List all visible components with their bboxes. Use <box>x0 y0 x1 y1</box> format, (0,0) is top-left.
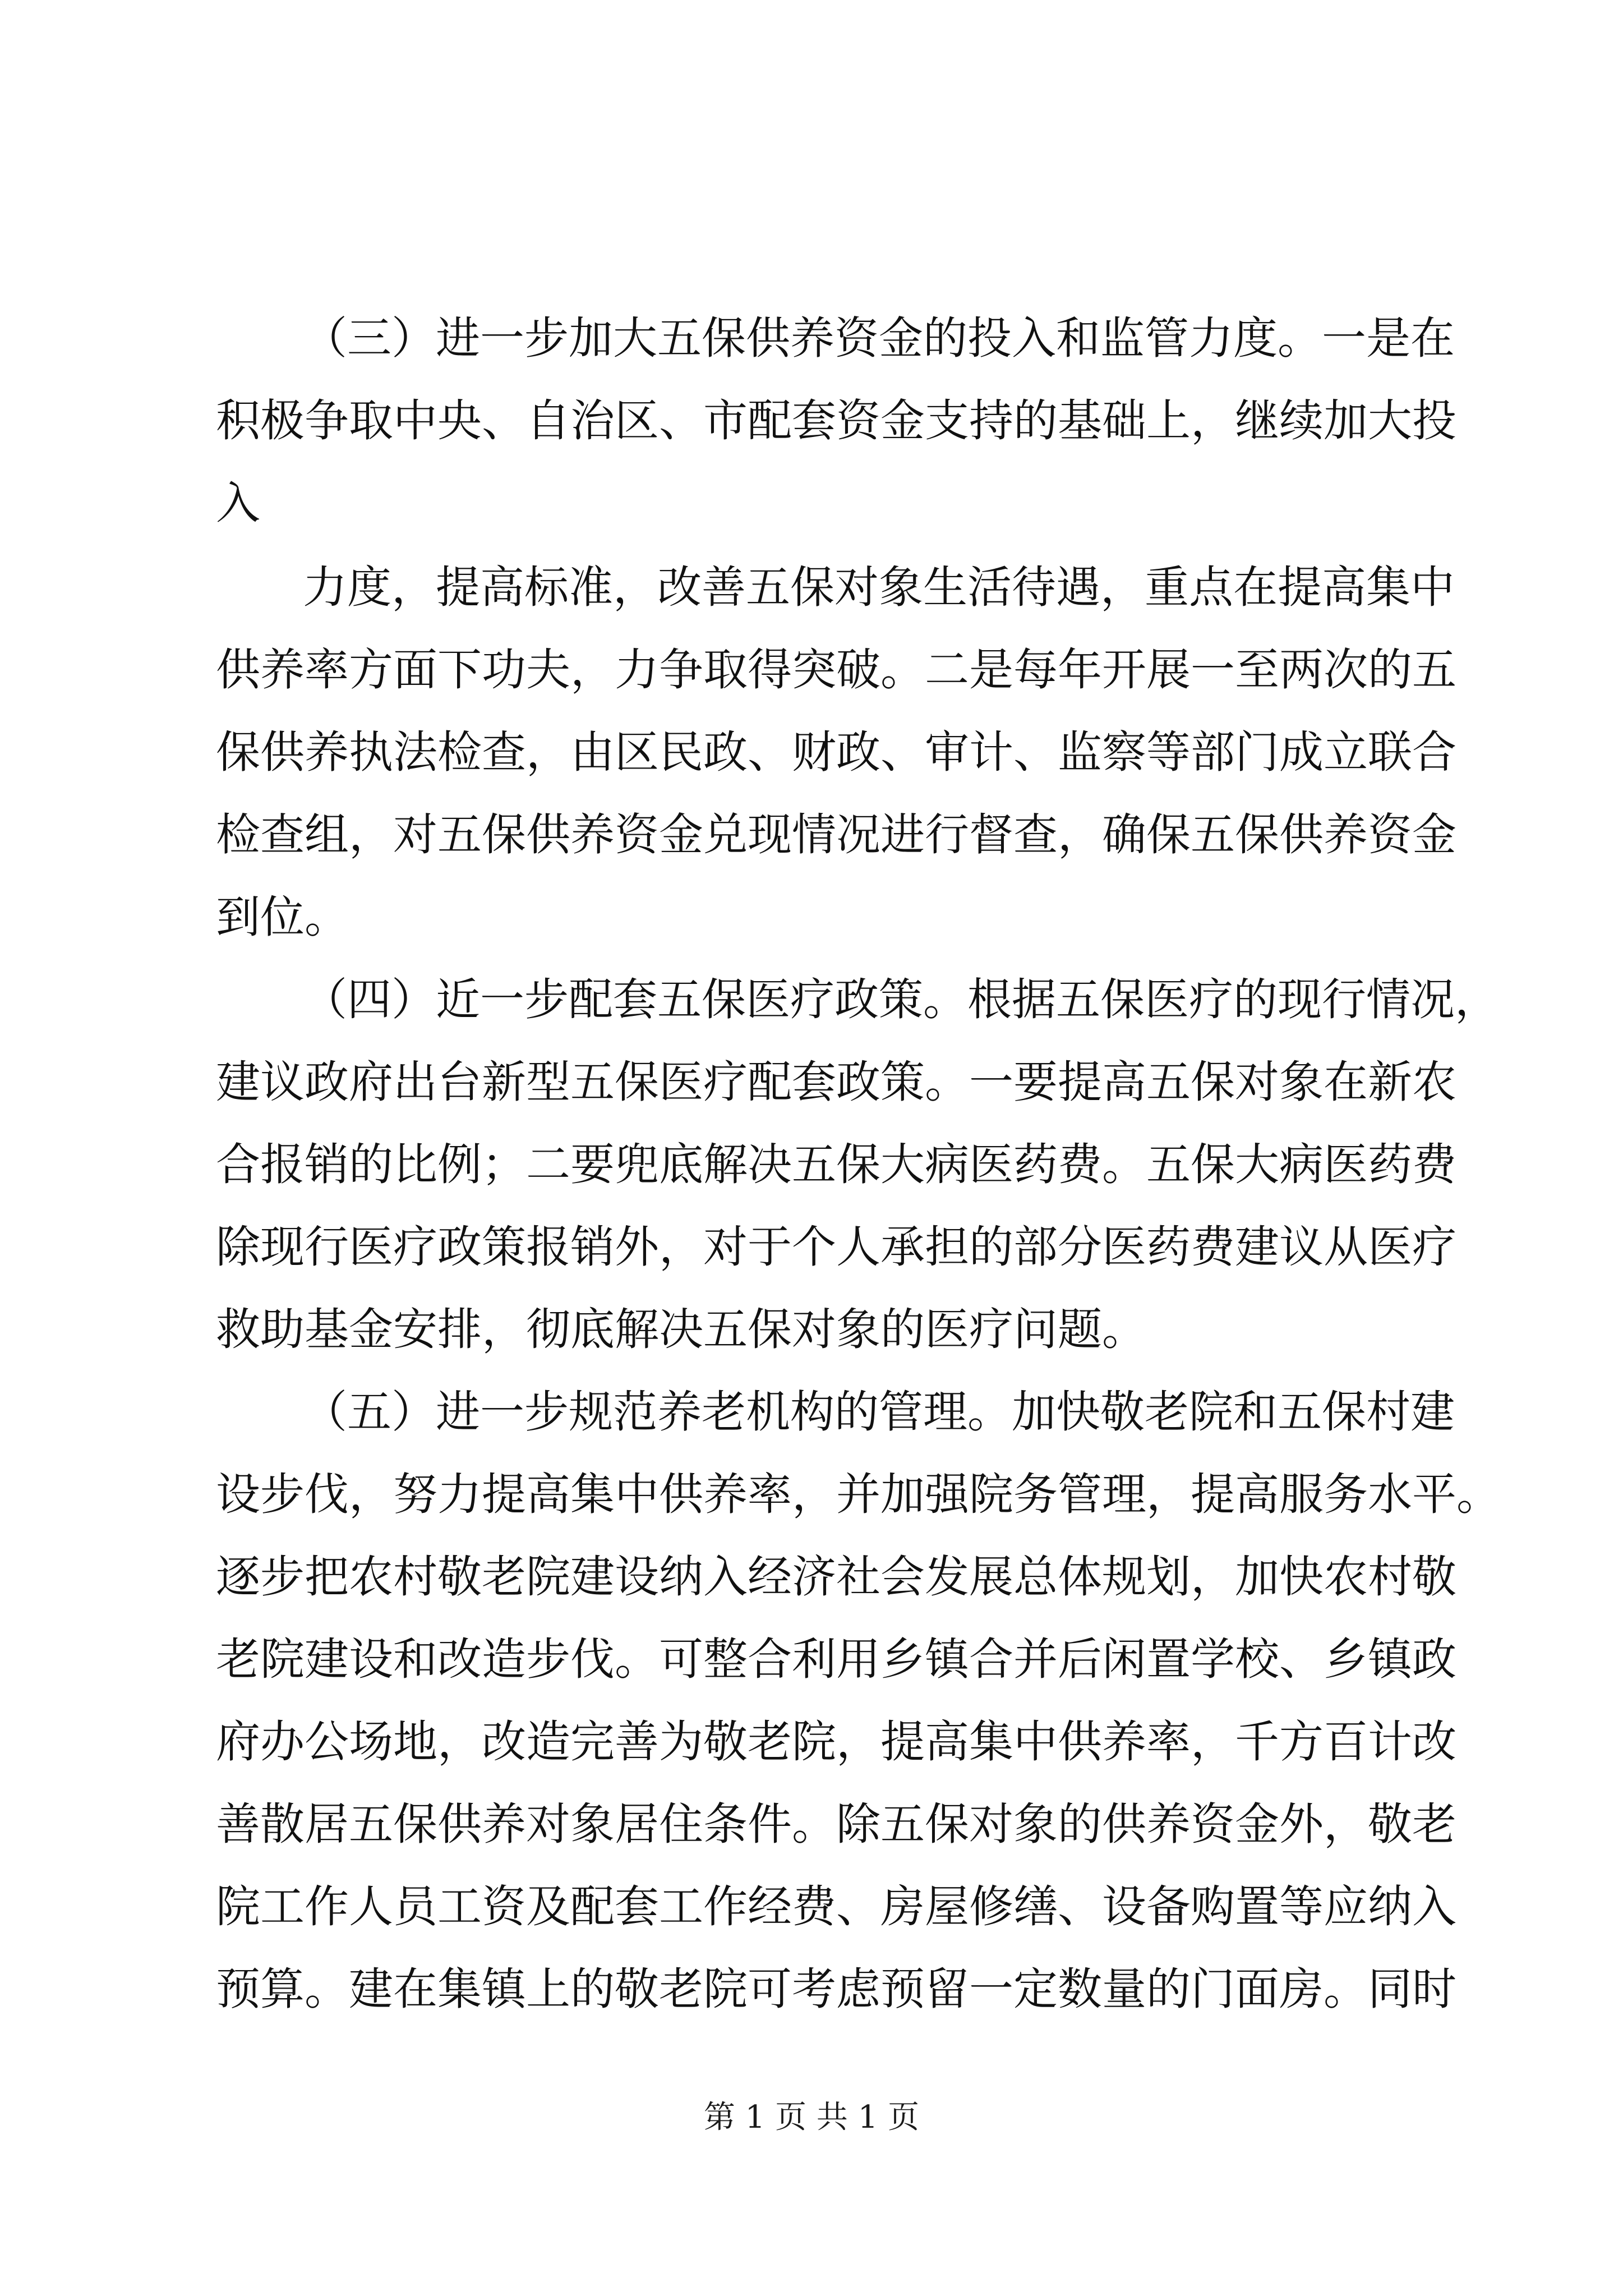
paragraph-line: 府办公场地，改造完善为敬老院，提高集中供养率，千方百计改 <box>216 1716 1456 1768</box>
paragraph-line: 院工作人员工资及配套工作经费、房屋修缮、设备购置等应纳入 <box>216 1881 1456 1932</box>
paragraph-line: 救助基金安排，彻底解决五保对象的医疗问题。 <box>216 1304 1146 1355</box>
paragraph-line: 老院建设和改造步伐。可整合利用乡镇合并后闲置学校、乡镇政 <box>216 1634 1456 1685</box>
paragraph-line: 逐步把农村敬老院建设纳入经济社会发展总体规划，加快农村敬 <box>216 1551 1456 1603</box>
paragraph-line: 建议政府出台新型五保医疗配套政策。一要提高五保对象在新农 <box>216 1056 1456 1108</box>
paragraph-line: 力度，提高标准，改善五保对象生活待遇，重点在提高集中 <box>303 562 1455 613</box>
paragraph-line: 预算。建在集镇上的敬老院可考虑预留一定数量的门面房。同时 <box>216 1963 1456 2015</box>
paragraph-line: （五）进一步规范养老机构的管理。加快敬老院和五保村建 <box>303 1386 1455 1438</box>
paragraph-line: 检查组，对五保供养资金兑现情况进行督查，确保五保供养资金 <box>216 809 1456 861</box>
paragraph-line: 合报销的比例；二要兜底解决五保大病医药费。五保大病医药费 <box>216 1139 1456 1190</box>
paragraph-line: （四）近一步配套五保医疗政策。根据五保医疗的现行情况， <box>303 974 1499 1025</box>
paragraph-line: 到位。 <box>216 891 349 943</box>
paragraph-line: 积极争取中央、自治区、市配套资金支持的基础上，继续加大投 <box>216 395 1456 447</box>
paragraph-line: 入 <box>216 477 260 529</box>
paragraph-line: 设步伐，努力提高集中供养率，并加强院务管理，提高服务水平。 <box>216 1469 1501 1520</box>
paragraph-line: （三）进一步加大五保供养资金的投入和监管力度。一是在 <box>303 312 1455 364</box>
page-footer: 第 1 页 共 1 页 <box>703 2099 920 2136</box>
paragraph-line: 善散居五保供养对象居住条件。除五保对象的供养资金外，敬老 <box>216 1798 1456 1850</box>
paragraph-line: 供养率方面下功夫，力争取得突破。二是每年开展一至两次的五 <box>216 644 1456 696</box>
paragraph-line: 除现行医疗政策报销外，对于个人承担的部分医药费建议从医疗 <box>216 1221 1456 1273</box>
paragraph-line: 保供养执法检查，由区民政、财政、审计、监察等部门成立联合 <box>216 726 1456 778</box>
